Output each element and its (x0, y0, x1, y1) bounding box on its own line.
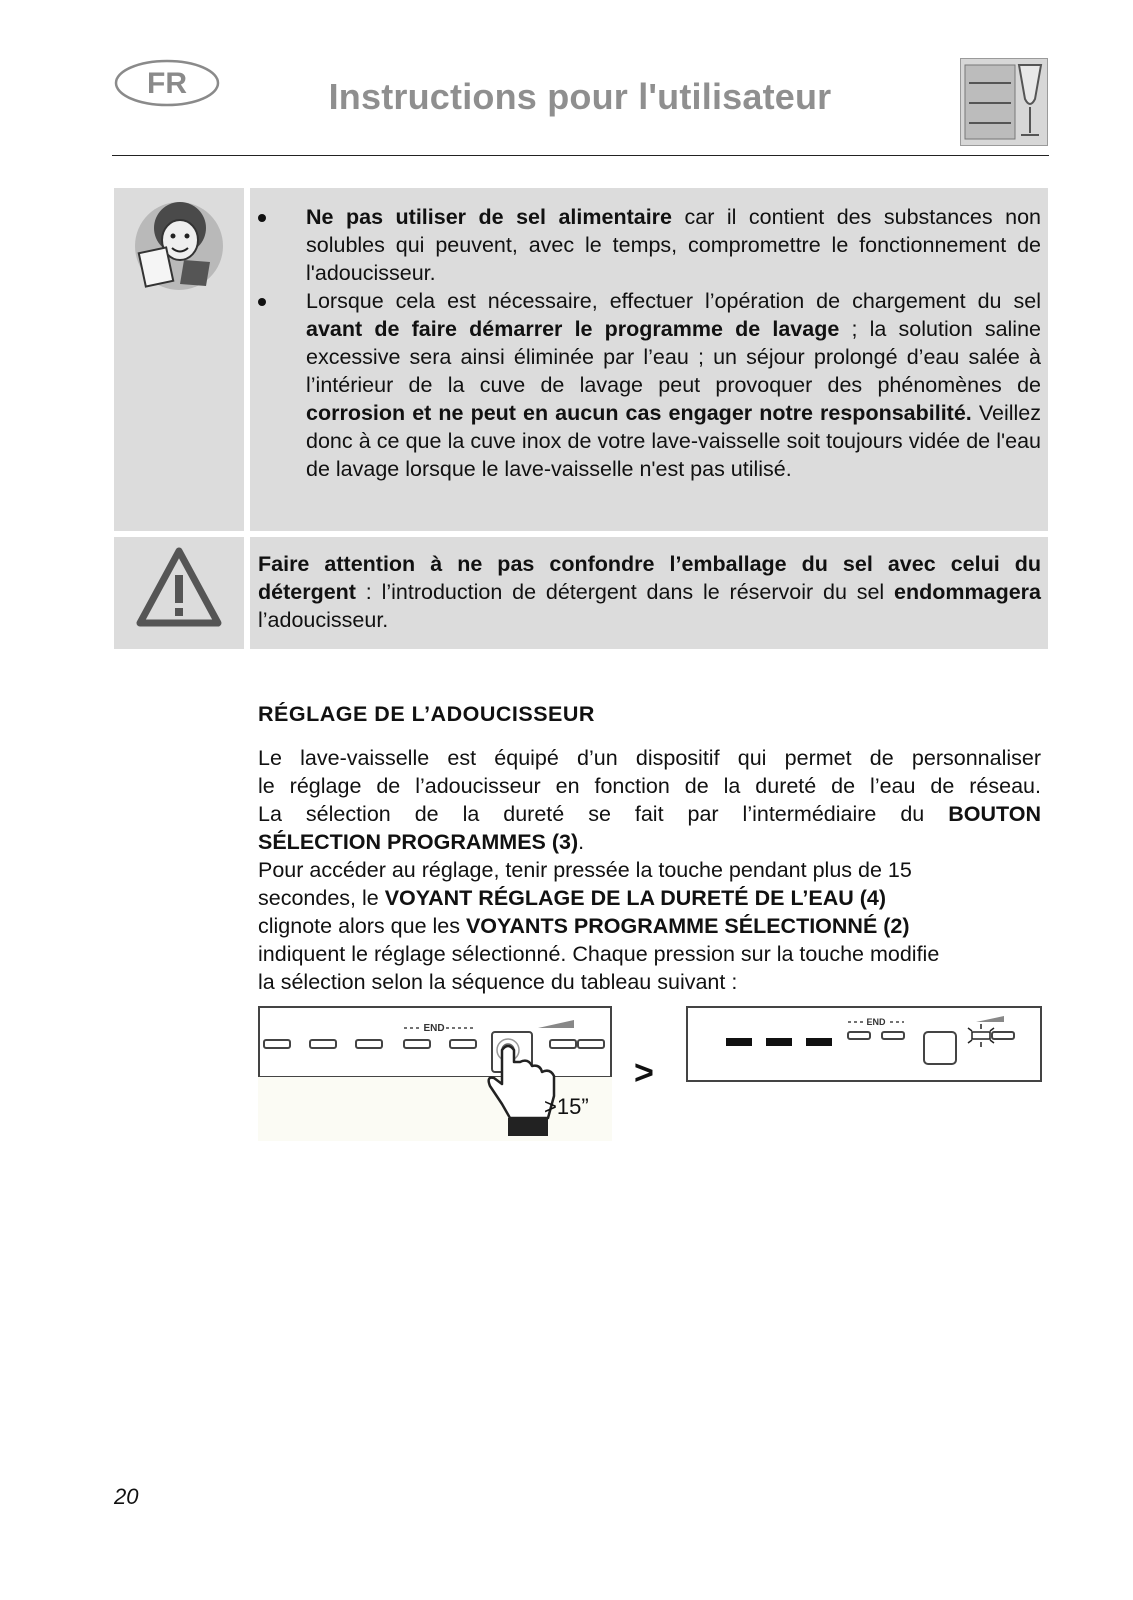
body-line: le réglage de l’adoucisseur en fonction de la dureté de l’eau de réseau. (258, 774, 1041, 798)
body-line (258, 800, 1041, 828)
section-body (258, 744, 1041, 996)
body-line: indiquent le réglage sélectionné. Chaque pression sur la touche modifie (258, 942, 940, 966)
list-item (258, 203, 1041, 287)
bullet-icon (258, 298, 266, 306)
cartoon-woman-icon (114, 188, 244, 308)
end-label-right: END (866, 1017, 886, 1027)
bullet2-text3: Veillez donc à ce que la cuve inox de votre lave-vaisselle soit toujours vidée de l'eau de lavage lorsque le lave-vaisselle n'est pas utilisé. (306, 401, 1041, 481)
attention-text1: : l’introduction de détergent dans le réservoir du sel (355, 580, 895, 604)
body-line-bold: SÉLECTION PROGRAMMES (3) (258, 830, 579, 854)
attention-text2: l’adoucisseur. (258, 608, 389, 632)
control-panel-press-illustration (258, 1006, 612, 1141)
page-number: 20 (114, 1484, 139, 1509)
end-label-left: END (423, 1023, 445, 1034)
body-line (258, 884, 1041, 912)
body-line-text: La sélection de la dureté se fait par l’intermédiaire du (258, 802, 949, 826)
body-line (258, 912, 1041, 940)
body-line: la sélection selon la séquence du tableau suivant : (258, 970, 738, 994)
body-line: Pour accéder au réglage, tenir pressée la touche pendant plus de 15 (258, 858, 912, 882)
next-step-arrow: > (634, 1054, 654, 1092)
bullet2-text2: ; la solution saline excessive sera ainsi éliminée par l’eau ; un séjour prolongé d’eau salée à l’intérieur de la cuve de lavage peut provoquer des phénomènes de (306, 317, 1041, 397)
bullet2-bold1: avant de faire démarrer le programme de lavage (306, 317, 840, 341)
body-line-bold: BOUTON (948, 802, 1041, 826)
notes-icon-cell (114, 188, 244, 531)
salt-notes-list (258, 203, 1041, 483)
body-line-bold: VOYANTS PROGRAMME SÉLECTIONNÉ (2) (465, 914, 910, 938)
attention-bold1: Faire attention à ne pas confondre l’emballage du sel avec celui du détergent (258, 552, 1041, 604)
detergent-warning (258, 550, 1041, 634)
body-line-bold: VOYANT RÉGLAGE DE LA DURETÉ DE L’EAU (4) (384, 886, 887, 910)
bullet2-text1: Lorsque cela est nécessaire, effectuer l’opération de chargement du sel (306, 289, 1041, 313)
bullet2-bold2: corrosion et ne peut en aucun cas engager notre responsabilité. (306, 401, 972, 425)
header-divider (112, 155, 1049, 156)
body-line (258, 828, 1041, 856)
body-line-text: . (578, 830, 585, 854)
language-badge (114, 58, 220, 108)
body-line: Le lave-vaisselle est équipé d’un dispositif qui permet de personnaliser (258, 746, 1041, 770)
body-line-text: clignote alors que les (258, 914, 466, 938)
warning-triangle-icon (114, 537, 244, 649)
control-panel-setting-illustration (686, 1006, 1042, 1082)
section-title: RÉGLAGE DE L’ADOUCISSEUR (258, 702, 595, 726)
attention-bold2: endommagera (894, 580, 1041, 604)
page-title: Instructions pour l'utilisateur (328, 76, 832, 117)
language-badge-label: FR (147, 67, 187, 100)
dishwasher-glass-icon (960, 58, 1048, 146)
body-line-text: secondes, le (258, 886, 385, 910)
bullet1-text: car il contient des substances non solubles qui peuvent, avec le temps, compromettre le fonctionnement de l'adoucisseur. (306, 205, 1042, 285)
warning-icon-cell (114, 537, 244, 649)
bullet-icon (258, 214, 266, 222)
hold-time-label: >15” (544, 1094, 589, 1119)
list-item (258, 287, 1041, 483)
bullet1-bold: Ne pas utiliser de sel alimentaire (306, 205, 673, 229)
